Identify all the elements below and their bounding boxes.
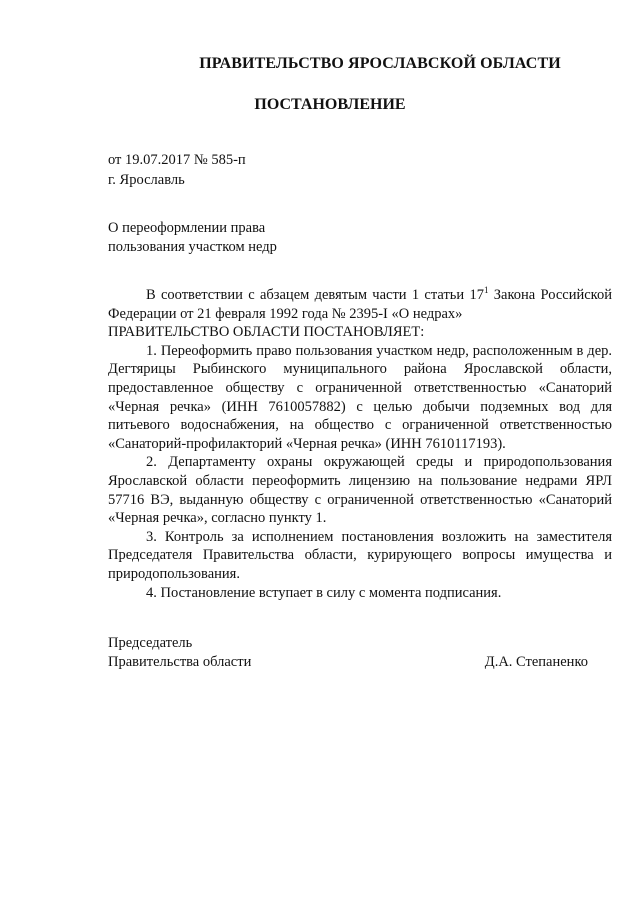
intro-text-end: Закона Российской Федерации от 21 февраля 1992 года № 2395-I «О недрах» [108,287,612,322]
date-number: от 19.07.2017 № 585-п [108,152,246,168]
signatory-name: Д.А. Степаненко [484,654,588,670]
intro-paragraph [108,286,612,323]
city: г. Ярославль [108,172,185,188]
intro-superscript: 1 [483,285,489,295]
document-body [108,286,612,602]
signatory-title-line-1: Председатель [108,635,193,651]
item-paragraph-3: 3. Контроль за исполнением постановления возложить на заместителя Председателя Правительства области, курирующего вопросы имущества и природопользования. [108,528,612,582]
intro-text-start: В соответствии с абзацем девятым части 1 статьи 17 [146,287,484,303]
subject-line-2: пользования участком недр [108,239,277,255]
signatory-title-line-2: Правительства области [108,654,252,670]
item-paragraph-2: 2. Департаменту охраны окружающей среды и природопользования Ярославской области переоформить лицензию на пользование недрами ЯРЛ 57716 ВЭ, выданную обществу с ограниченной ответственностью «Санаторий «Черная речка», согласно пункту 1. [108,454,612,527]
document-type-title: ПОСТАНОВЛЕНИЕ [254,96,406,113]
decree-line: ПРАВИТЕЛЬСТВО ОБЛАСТИ ПОСТАНОВЛЯЕТ: [108,324,425,341]
document-meta [108,150,246,190]
signature-block [108,634,588,672]
item-paragraph-1: 1. Переоформить право пользования участком недр, расположенным в дер. Дегтярицы Рыбинского муниципального района Ярославской области, предоставленное обществу с ограниченной ответственностью «Санаторий «Черная речка» (ИНН 7610057882) с целью добычи подземных вод для питьевого водоснабжения, на общество с ограниченной ответственностью «Санаторий-профилакторий «Черная речка» (ИНН 7610117193). [108,342,612,452]
document-subject [108,219,277,257]
item-paragraph-4: 4. Постановление вступает в силу с момента подписания. [146,584,502,601]
government-title: ПРАВИТЕЛЬСТВО ЯРОСЛАВСКОЙ ОБЛАСТИ [199,55,561,72]
signature-row [108,653,588,672]
subject-line-1: О переоформлении права [108,220,266,236]
